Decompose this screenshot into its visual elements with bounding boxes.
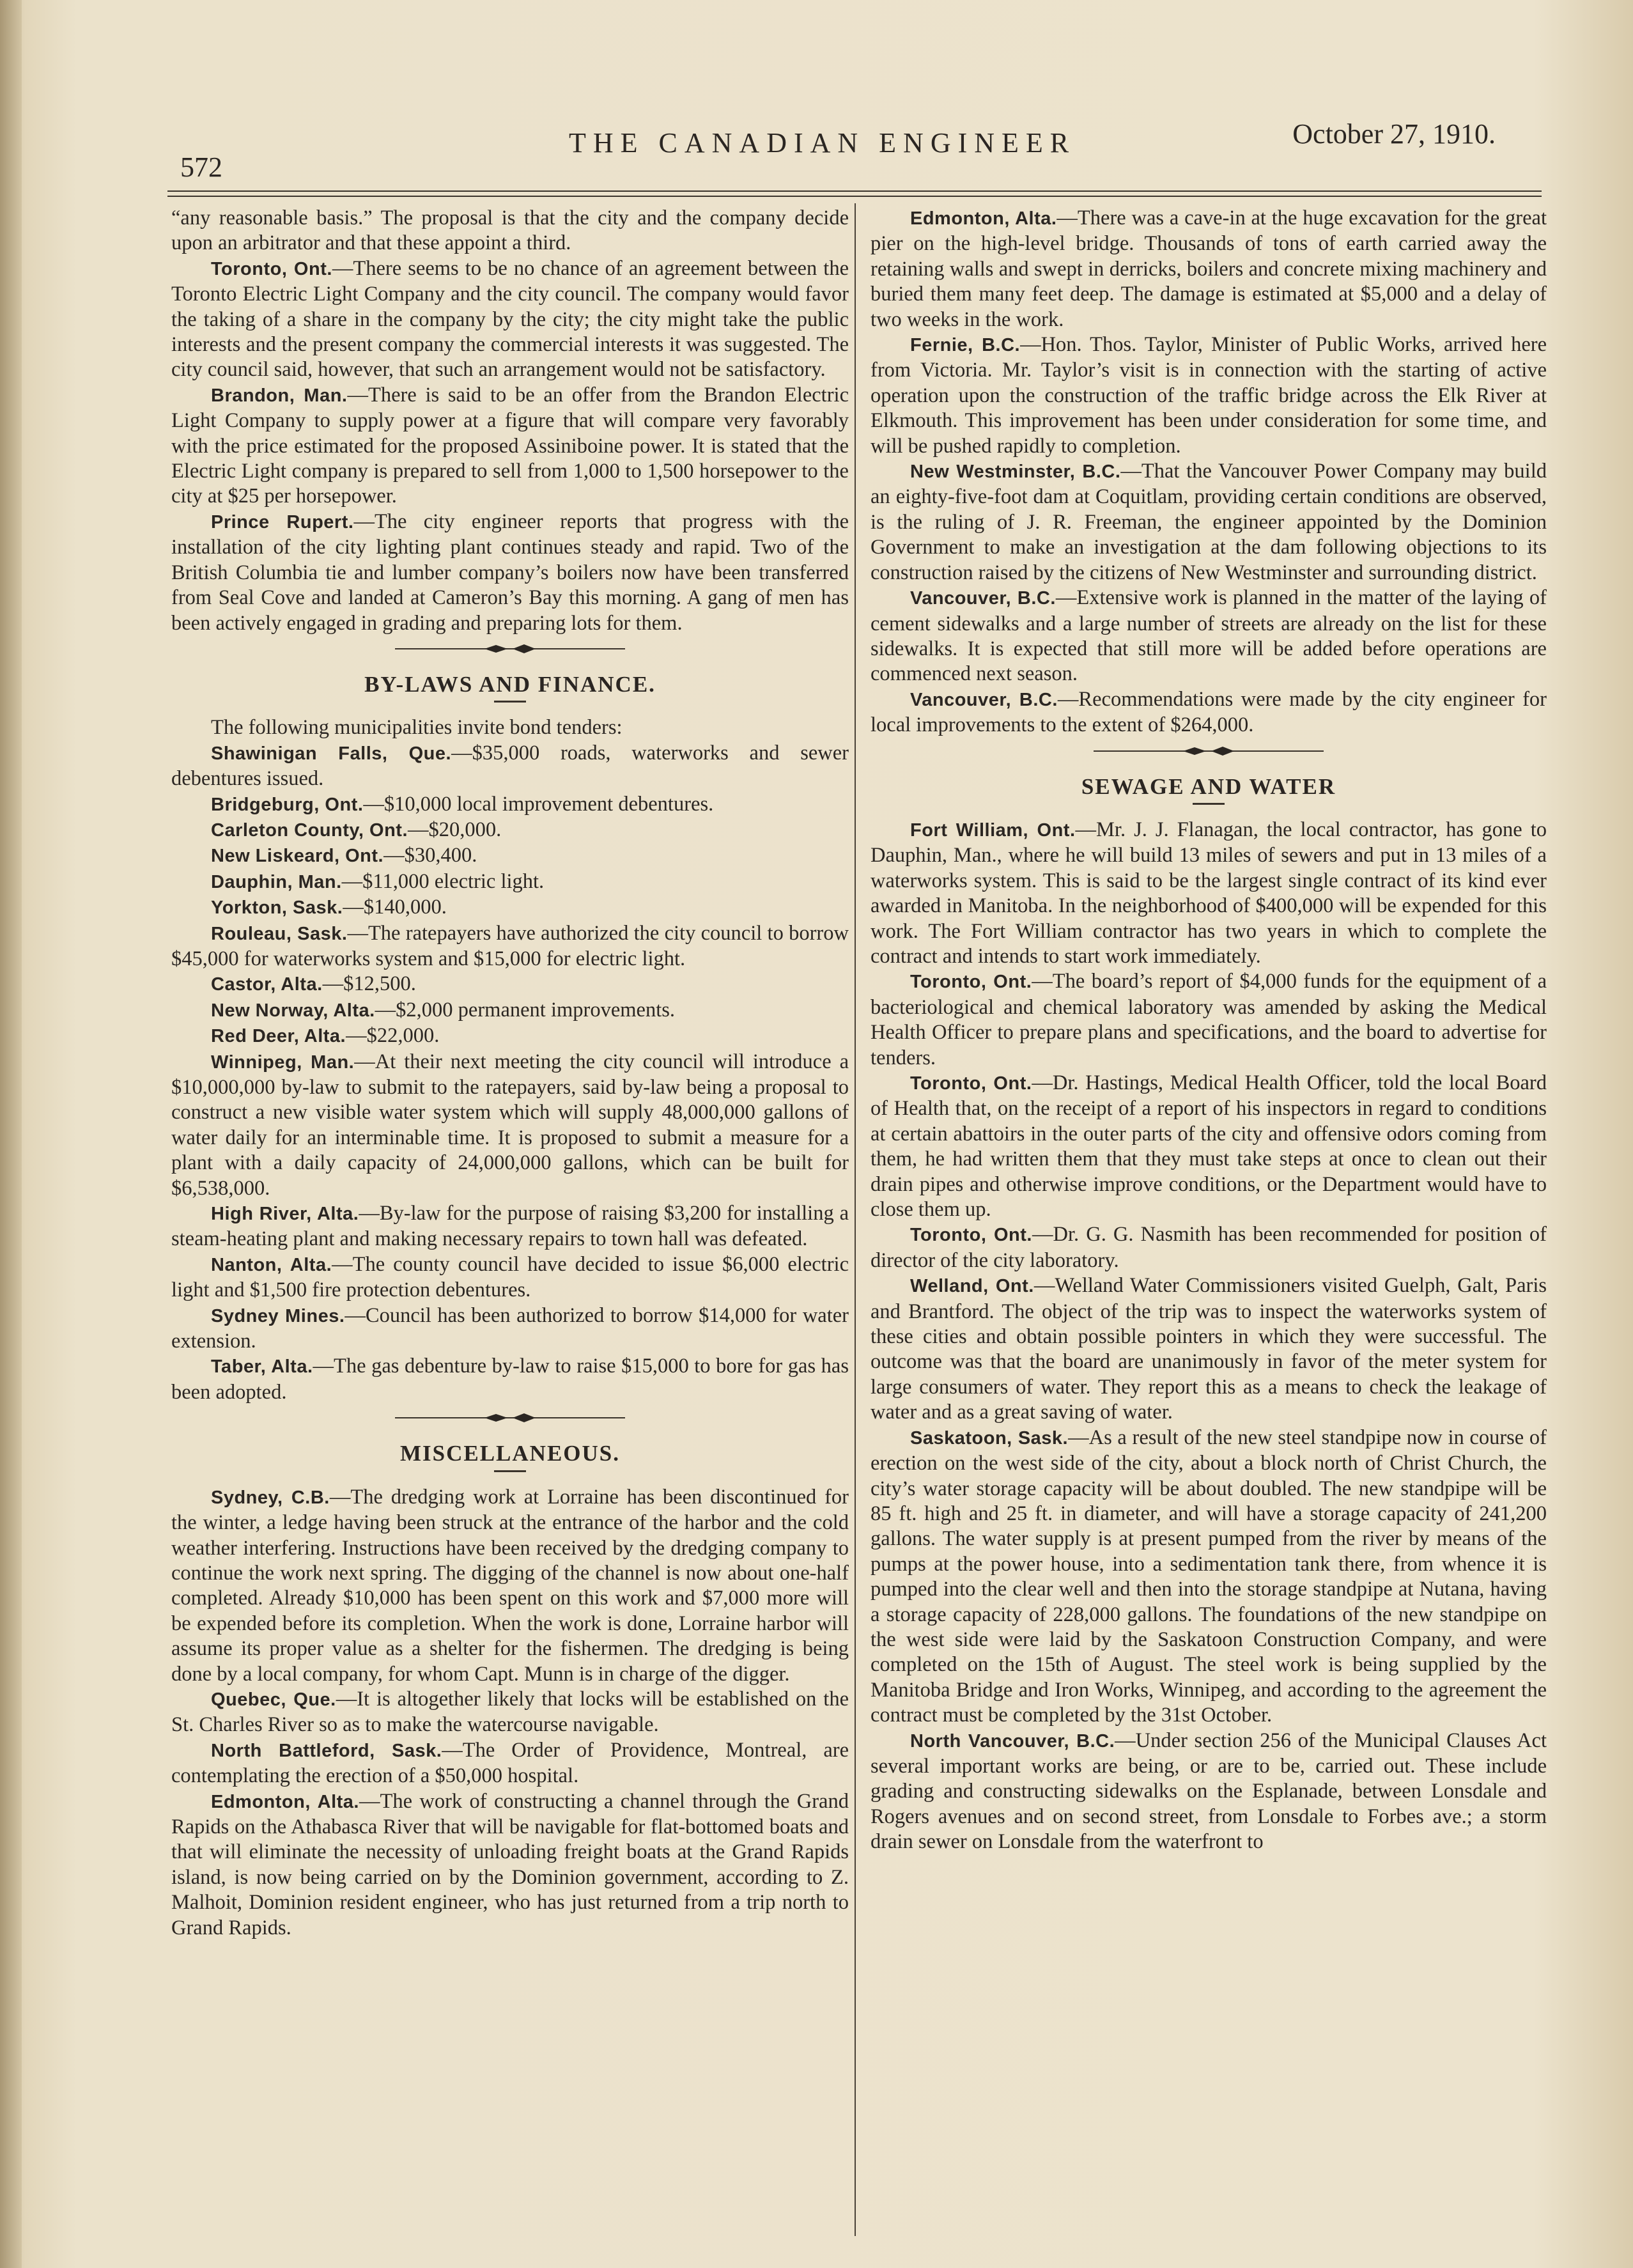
item-place: New Liskeard, Ont. [211,846,384,867]
item-place: Red Deer, Alta. [211,1026,346,1047]
item-place: Sydney, C.B. [211,1487,330,1508]
news-item [871,1273,1547,1425]
news-item [171,921,849,972]
item-place: Prince Rupert. [211,511,354,532]
heading-underline [494,701,526,703]
news-item [171,1485,849,1687]
news-item [171,895,849,920]
header-rule-bottom [167,196,1542,197]
news-item [171,509,849,636]
heading-underline [1193,803,1225,805]
item-text: —Dr. Hastings, Medical Health Officer, told the local Board of Health that, on the receipt of a report of his inspectors in regard to conditions at certain abattoirs in the outer parts of the city and offensive odors coming from them, he had written them that they must take steps at once to clean out their drain pipes and otherwise improve conditions, or the Department would have to close them up. [871,1071,1547,1222]
item-text: —Extensive work is planned in the matter of the laying of cement sidewalks and a large number of streets are already on the list for these sidewalks. It is expected that still more will be added before operations are commenced next season. [871,586,1547,686]
item-place: New Westminster, B.C. [910,462,1121,483]
item-text: —The ratepayers have authorized the city council to borrow $45,000 for waterworks system and $15,000 for electric light. [171,921,849,970]
item-text: —$12,500. [322,972,416,996]
item-text: —$20,000. [408,818,502,841]
item-text: —There was a cave-in at the huge excavation for the great pier on the high-level bridge. Thousands of tons of earth carried away the retaining walls and swept in derricks, boilers and concrete mixing machinery and buried them many feet deep. The damage is estimated at $5,000 and a delay of two weeks in the work. [871,206,1547,331]
item-place: Vancouver, B.C. [910,588,1056,609]
item-text: —$30,400. [383,844,477,867]
news-item [871,586,1547,687]
news-item [171,1201,849,1252]
column-divider [855,203,856,2236]
news-item [871,969,1547,1071]
item-place: Edmonton, Alta. [910,208,1057,229]
news-item [171,1252,849,1303]
page-header [173,115,1534,192]
heading-underline [494,1470,526,1472]
item-place: Carleton County, Ont. [211,819,408,841]
news-item [171,256,849,383]
item-place: Taber, Alta. [211,1356,313,1378]
item-place: Rouleau, Sask. [211,923,348,944]
item-text: —Hon. Thos. Taylor, Minister of Public Works, arrived here from Victoria. Mr. Taylor’s visit is in connection with the starting of active operation upon the construction of the traffic bridge across the Elk River at Elkmouth. This improvement has been under consideration for some time, and will be pushed rapidly to completion. [871,333,1547,458]
item-place: New Norway, Alta. [211,1000,375,1021]
news-item [171,383,849,509]
news-item [871,1728,1547,1855]
news-item [871,459,1547,586]
section-intro: The following municipalities invite bond tenders: [211,716,623,740]
news-item [871,1425,1547,1728]
item-place: Bridgeburg, Ont. [211,794,364,815]
item-place: Dauphin, Man. [211,871,342,892]
item-place: Nanton, Alta. [211,1254,332,1275]
section-heading-sewage-water: SEWAGE AND WATER [1081,773,1336,799]
news-item [171,869,849,895]
item-place: Brandon, Man. [211,385,348,406]
item-text: —Recommendations were made by the city engineer for local improvements to the extent of $264,000. [871,687,1547,737]
news-item [171,843,849,869]
item-text: —At their next meeting the city council will introduce a $10,000,000 by-law to submit to the ratepayers, said by-law being a proposal to construct a new visible water system which will supply 48,000,000 gallons of water daily for an interminable time. It is proposed to submit a measure for a plant with a daily capacity of 24,000,000 gallons, which can be built for $6,538,000. [171,1050,849,1200]
item-text: —$11,000 electric light. [341,869,545,893]
item-text: —The city engineer reports that progress with the installation of the city lighting plant continues steady and rapid. Two of the British Columbia tie and lumber company’s boilers now have been transferred from Seal Cove and landed at Cameron’s Bay this morning. A gang of men has been actively engaged in grading and preparing lots for them. [171,509,849,635]
news-item [871,818,1547,969]
item-place: High River, Alta. [211,1204,359,1225]
item-text: —That the Vancouver Power Company may build an eighty-five-foot dam at Coquitlam, providing certain conditions are observed, is the ruling of J. R. Freeman, the engineer appointed by the Dominion Government to make an investigation at the dam following objections to its construction raised by the citizens of New Westminster and surrounding district. [871,460,1547,584]
item-text: —$2,000 permanent improvements. [375,998,676,1021]
news-item [171,741,849,792]
news-item [171,1303,849,1355]
news-item [871,1222,1547,1273]
news-item [171,1050,849,1201]
left-column [171,206,849,1941]
item-text: —The Order of Providence, Montreal, are contemplating the erection of a $50,000 hospital. [171,1738,849,1788]
item-place: Winnipeg, Man. [211,1052,355,1073]
item-place: Yorkton, Sask. [211,897,343,919]
journal-title: THE CANADIAN ENGINEER [569,127,1076,159]
intro-paragraph: “any reasonable basis.” The proposal is that the city and the company decide upon an arbitrator and that these appoint a third. [171,206,849,255]
news-item [171,792,849,818]
item-text: —The dredging work at Lorraine has been discontinued for the winter, a ledge having been struck at the entrance of the harbor and the cold weather interfering. Instructions have been received by the dredging company to continue the work next spring. The digging of the channel is now about one-half completed. Already $10,000 has been spent on this work and $7,000 more will be expended before its completion. When the work is done, Lorraine harbor will assume its proper value as a shelter for the fishermen. The dredging is being done by a local company, for whom Capt. Munn is in charge of the digger. [171,1485,849,1686]
news-item [171,818,849,843]
item-place: Toronto, Ont. [910,972,1032,993]
item-place: North Battleford, Sask. [211,1740,442,1761]
item-text: —Mr. J. J. Flanagan, the local contractor, has gone to Dauphin, Man., where he will build 13 miles of sewers and put in 13 miles of a waterworks system. This is said to be the largest single contract of its kind ever awarded in Manitoba. In the neighborhood of $400,000 will be expended for this work. The Fort William contractor has two years in which to complete the contract and intends to start work immediately. [871,818,1547,968]
item-text: —Under section 256 of the Municipal Clauses Act several important works are being, or are to be, carried out. These include grading and constructing sidewalks on the Esplanade, between Lonsdale and Rogers avenues and on second street, from Lonsdale to Forbes ave.; a storm drain sewer on Lonsdale from the waterfront to [871,1728,1547,1854]
item-place: Edmonton, Alta. [211,1791,359,1812]
page-number: 572 [180,151,222,183]
right-column-text [871,206,1547,1855]
item-text: —As a result of the new steel standpipe now in course of erection on the west side of the city, about a block north of Christ Church, the city’s water storage capacity will be about doubled. The new standpipe will be 85 ft. high and 25 ft. in diameter, and will have a storage capacity of 241,200 gallons. The water supply is at present pumped from the river by means of the pumps at the power house, into a sedimentation tank there, from whence it is pumped into the clear well and then into the storage standpipe at Nutana, having a storage capacity of 228,000 gallons. The foundations of the new standpipe on the west side were laid by the Saskatoon Construction Company, and were completed on the 15th of August. The steel work is being supplied by the Manitoba Bridge and Iron Works, Winnipeg, and according to the agreement the contract must be completed by the 31st October. [871,1425,1547,1727]
item-place: Fernie, B.C. [910,335,1021,356]
item-text: —$22,000. [346,1024,440,1048]
item-text: —The county council have decided to issue $6,000 electric light and $1,500 fire protection debentures. [171,1252,849,1302]
news-item [871,1071,1547,1222]
item-place: Castor, Alta. [211,974,323,995]
item-text: —The board’s report of $4,000 funds for the equipment of a bacteriological and chemical laboratory was amended by asking the Medical Health Officer to prepare plans and specifications, and the board to advertise for tenders. [871,970,1547,1069]
item-text: —Council has been authorized to borrow $14,000 for water extension. [171,1303,849,1353]
ornament-divider [395,1413,625,1423]
item-place: Fort William, Ont. [910,819,1076,841]
item-text: —There seems to be no chance of an agreement between the Toronto Electric Light Company and the city council. The company would favor the taking of a share in the company by the city; the city might take the public interests and the present company the commercial interests it was suggested. The city council said, however, that such an arrangement would not be satisfactory. [171,256,849,382]
news-item [171,1789,849,1941]
item-text: —$140,000. [343,896,447,919]
item-place: Saskatoon, Sask. [910,1427,1069,1449]
item-place: Vancouver, B.C. [910,689,1058,710]
news-item [171,1354,849,1405]
binding-shadow [0,0,22,2268]
item-place: Sydney Mines. [211,1305,345,1326]
news-item [171,998,849,1023]
item-text: —By-law for the purpose of raising $3,200 for installing a steam-heating plant and making necessary repairs to town hall was defeated. [171,1202,849,1251]
news-item [171,1738,849,1789]
item-text: —There is said to be an offer from the Brandon Electric Light Company to supply power at a figure that will compare very favorably with the price estimated for the proposed Assiniboine power. It is stated that the Electric Light company is prepared to sell from 1,000 to 1,500 horsepower to the city at $25 per horsepower. [171,383,849,508]
item-text: —The work of constructing a channel through the Grand Rapids on the Athabasca River that will be navigable for flat-bottomed boats and that will eliminate the necessity of unloading freight boats at the Grand Rapids island, is now being carried on by the Dominion government, according to Z. Malhoit, Dominion resident engineer, who has just returned from a trip north to Grand Rapids. [171,1789,849,1939]
news-item [871,687,1547,738]
item-text: —$35,000 roads, waterworks and sewer debentures issued. [171,741,849,791]
item-place: Toronto, Ont. [910,1073,1032,1094]
item-text: —Dr. G. G. Nasmith has been recommended for position of director of the city laboratory. [871,1223,1547,1272]
news-item [171,972,849,997]
ornament-divider [1094,746,1324,756]
header-rule-top [167,190,1542,192]
right-column [863,206,1547,1855]
item-text: —Welland Water Commissioners visited Guelph, Galt, Paris and Brantford. The object of the trip was to inspect the waterworks system of these cities and obtain possible pointers in which they were successful. The outcome was that the board are unanimously in favor of the meter system for large consumers of water. They report this as a means to check the leakage of water and as a great saving of water. [871,1274,1547,1424]
ornament-divider [395,644,625,654]
news-item [871,332,1547,459]
item-place: Quebec, Que. [211,1689,336,1710]
item-text: —$10,000 local improvement debentures. [363,792,714,816]
news-item [171,1687,849,1738]
news-item [871,206,1547,332]
section-heading-miscellaneous: MISCELLANEOUS. [399,1441,621,1466]
news-item [171,1023,849,1049]
issue-date: October 27, 1910. [1292,118,1496,150]
item-place: Shawinigan Falls, Que. [211,743,452,764]
item-place: Toronto, Ont. [910,1225,1032,1246]
item-place: North Vancouver, B.C. [910,1730,1115,1751]
section-heading-bylaws: BY-LAWS AND FINANCE. [364,671,656,697]
item-place: Toronto, Ont. [211,258,332,279]
item-text: —The gas debenture by-law to raise $15,000 to bore for gas has been adopted. [171,1355,849,1404]
item-place: Welland, Ont. [910,1276,1034,1297]
item-text: —It is altogether likely that locks will be established on the St. Charles River so as to make the watercourse navigable. [171,1687,849,1737]
